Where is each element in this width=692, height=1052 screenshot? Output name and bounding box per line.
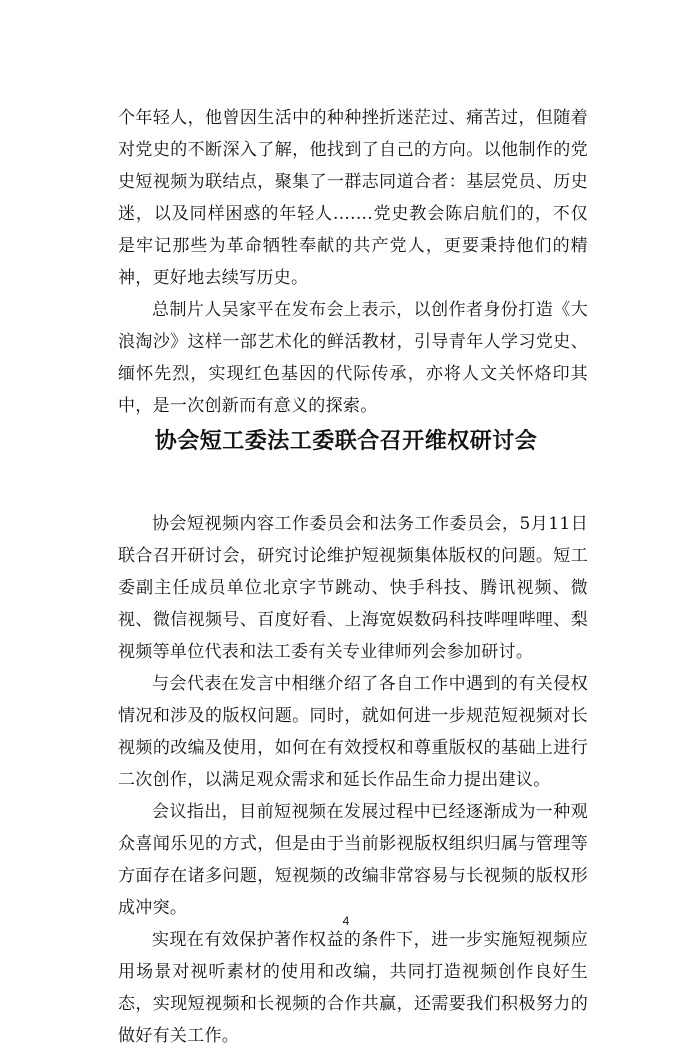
paragraph: 总制片人吴家平在发布会上表示，以创作者身份打造《大浪淘沙》这样一部艺术化的鲜活教材，引导青年人学习党史、缅怀先烈，实现红色基因的代际传承，亦将人文关怀烙印其中，是一次创新而有意义的探索。 [118, 300, 588, 416]
paragraph: 实现在有效保护著作权益的条件下，进一步实施短视频应用场景对视听素材的使用和改编，共同打造视频创作良好生态，实现短视频和长视频的合作共赢，还需要我们积极努力的做好有关工作。 [118, 930, 588, 1046]
article-body [118, 508, 588, 1052]
article-heading: 协会短工委法工委联合召开维权研讨会 [154, 428, 538, 454]
continued-article-text [118, 102, 588, 422]
paragraph: 会议指出，目前短视频在发展过程中已经逐渐成为一种观众喜闻乐见的方式，但是由于当前影视版权组织归属与管理等方面存在诸多问题，短视频的改编非常容易与长视频的版权形成冲突。 [118, 802, 588, 918]
paragraph: 协会短视频内容工作委员会和法务工作委员会，5月11日联合召开研讨会，研究讨论维护短视频集体版权的问题。短工委副主任成员单位北京字节跳动、快手科技、腾讯视频、微视、微信视频号、百度好看、上海宽娱数码科技哔哩哔哩、梨视频等单位代表和法工委有关专业律师列会参加研讨。 [118, 514, 588, 662]
paragraph: 与会代表在发言中相继介绍了各自工作中遇到的有关侵权情况和涉及的版权问题。同时，就如何进一步规范短视频对长视频的改编及使用，如何在有效授权和尊重版权的基础上进行二次创作，以满足观众需求和延长作品生命力提出建议。 [118, 674, 588, 790]
page-number: 4 [342, 914, 350, 928]
paragraph: 个年轻人，他曾因生活中的种种挫折迷茫过、痛苦过，但随着对党史的不断深入了解，他找到了自己的方向。以他制作的党史短视频为联结点，聚集了一群志同道合者：基层党员、历史迷，以及同样困惑的年轻人.......党史教会陈启航们的，不仅是牢记那些为革命牺牲奉献的共产党人，更要秉持他们的精神，更好地去续写历史。 [118, 108, 588, 288]
